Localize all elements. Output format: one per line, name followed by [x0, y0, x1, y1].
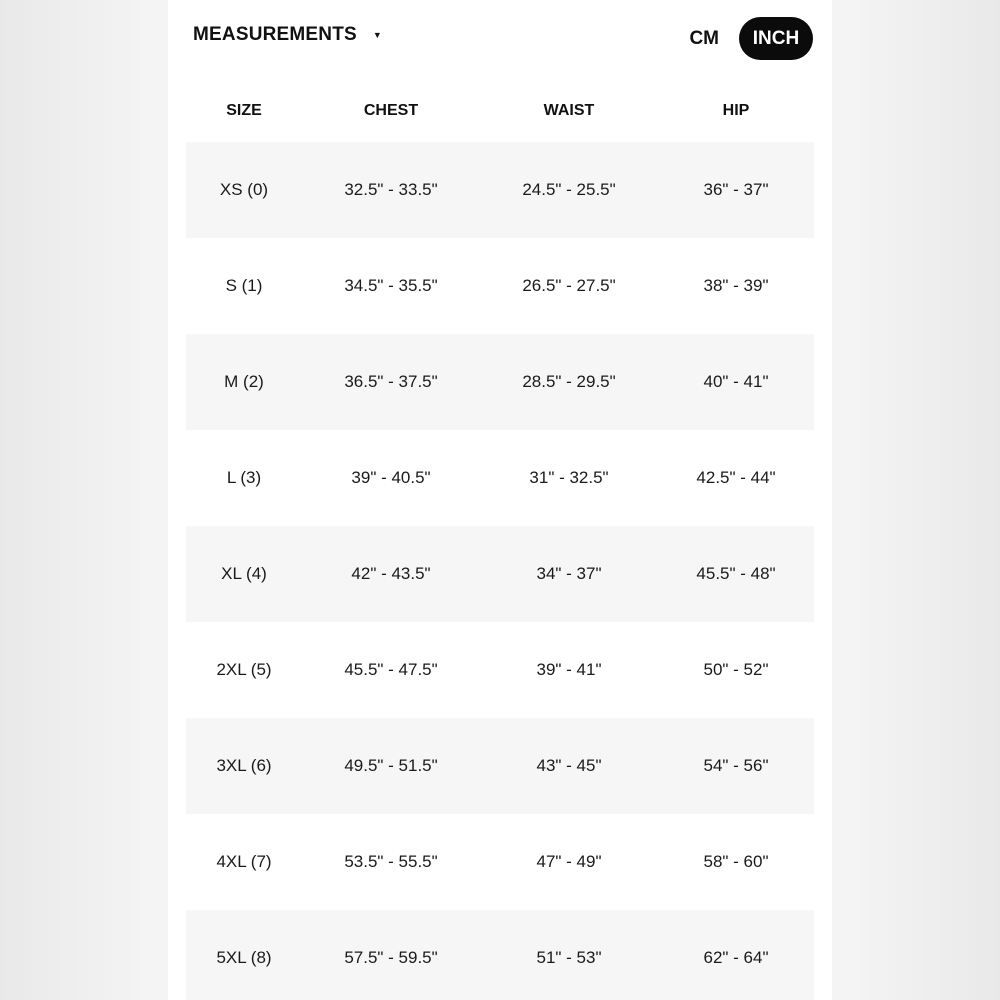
- size-cell: XS (0): [219, 180, 269, 199]
- column-header-size: SIZE: [226, 102, 262, 119]
- hip-cell: 36" - 37": [703, 180, 769, 199]
- chest-cell: 53.5" - 55.5": [344, 852, 438, 871]
- waist-cell: 39" - 41": [536, 660, 602, 679]
- size-cell: 4XL (7): [216, 852, 272, 871]
- size-chart-panel: [168, 0, 832, 1000]
- hip-cell: 54" - 56": [703, 756, 769, 775]
- size-table: [186, 86, 814, 1000]
- table-row: [186, 814, 814, 910]
- column-header-waist: WAIST: [543, 102, 595, 119]
- table-row: [186, 430, 814, 526]
- hip-cell: 42.5" - 44": [696, 468, 776, 487]
- unit-cm-button[interactable]: CM: [669, 17, 739, 60]
- waist-cell: 26.5" - 27.5": [522, 276, 616, 295]
- hip-cell: 62" - 64": [703, 948, 769, 967]
- measurements-label: MEASUREMENTS: [193, 24, 357, 45]
- size-cell: 2XL (5): [216, 660, 272, 679]
- size-cell: L (3): [226, 468, 262, 487]
- caret-down-icon: ▼: [372, 29, 382, 40]
- unit-toggle: [669, 17, 813, 60]
- chest-cell: 34.5" - 35.5": [344, 276, 438, 295]
- waist-cell: 31" - 32.5": [529, 468, 609, 487]
- column-header-chest: CHEST: [363, 102, 419, 119]
- chest-cell: 42" - 43.5": [351, 564, 431, 583]
- table-row: [186, 718, 814, 814]
- hip-cell: 58" - 60": [703, 852, 769, 871]
- hip-cell: 40" - 41": [703, 372, 769, 391]
- unit-inch-button[interactable]: INCH: [739, 17, 813, 60]
- table-row: [186, 238, 814, 334]
- chest-cell: 32.5" - 33.5": [344, 180, 438, 199]
- table-row: [186, 910, 814, 1000]
- chest-cell: 39" - 40.5": [351, 468, 431, 487]
- waist-cell: 51" - 53": [536, 948, 602, 967]
- waist-cell: 34" - 37": [536, 564, 602, 583]
- column-header-hip: HIP: [722, 102, 750, 119]
- size-cell: 3XL (6): [216, 756, 272, 775]
- waist-cell: 43" - 45": [536, 756, 602, 775]
- chest-cell: 49.5" - 51.5": [344, 756, 438, 775]
- table-row: [186, 526, 814, 622]
- chest-cell: 57.5" - 59.5": [344, 948, 438, 967]
- size-cell: XL (4): [221, 564, 267, 583]
- table-body: [186, 142, 814, 1000]
- table-row: [186, 334, 814, 430]
- table-row: [186, 142, 814, 238]
- measurements-header: [168, 0, 832, 76]
- size-cell: S (1): [225, 276, 263, 295]
- hip-cell: 45.5" - 48": [696, 564, 776, 583]
- table-row: [186, 622, 814, 718]
- waist-cell: 47" - 49": [536, 852, 602, 871]
- waist-cell: 28.5" - 29.5": [522, 372, 616, 391]
- table-header-row: [186, 86, 814, 140]
- chest-cell: 36.5" - 37.5": [344, 372, 438, 391]
- waist-cell: 24.5" - 25.5": [522, 180, 616, 199]
- chest-cell: 45.5" - 47.5": [344, 660, 438, 679]
- size-cell: 5XL (8): [216, 948, 272, 967]
- size-cell: M (2): [224, 372, 264, 391]
- measurements-dropdown[interactable]: [193, 24, 382, 46]
- hip-cell: 38" - 39": [703, 276, 769, 295]
- hip-cell: 50" - 52": [703, 660, 769, 679]
